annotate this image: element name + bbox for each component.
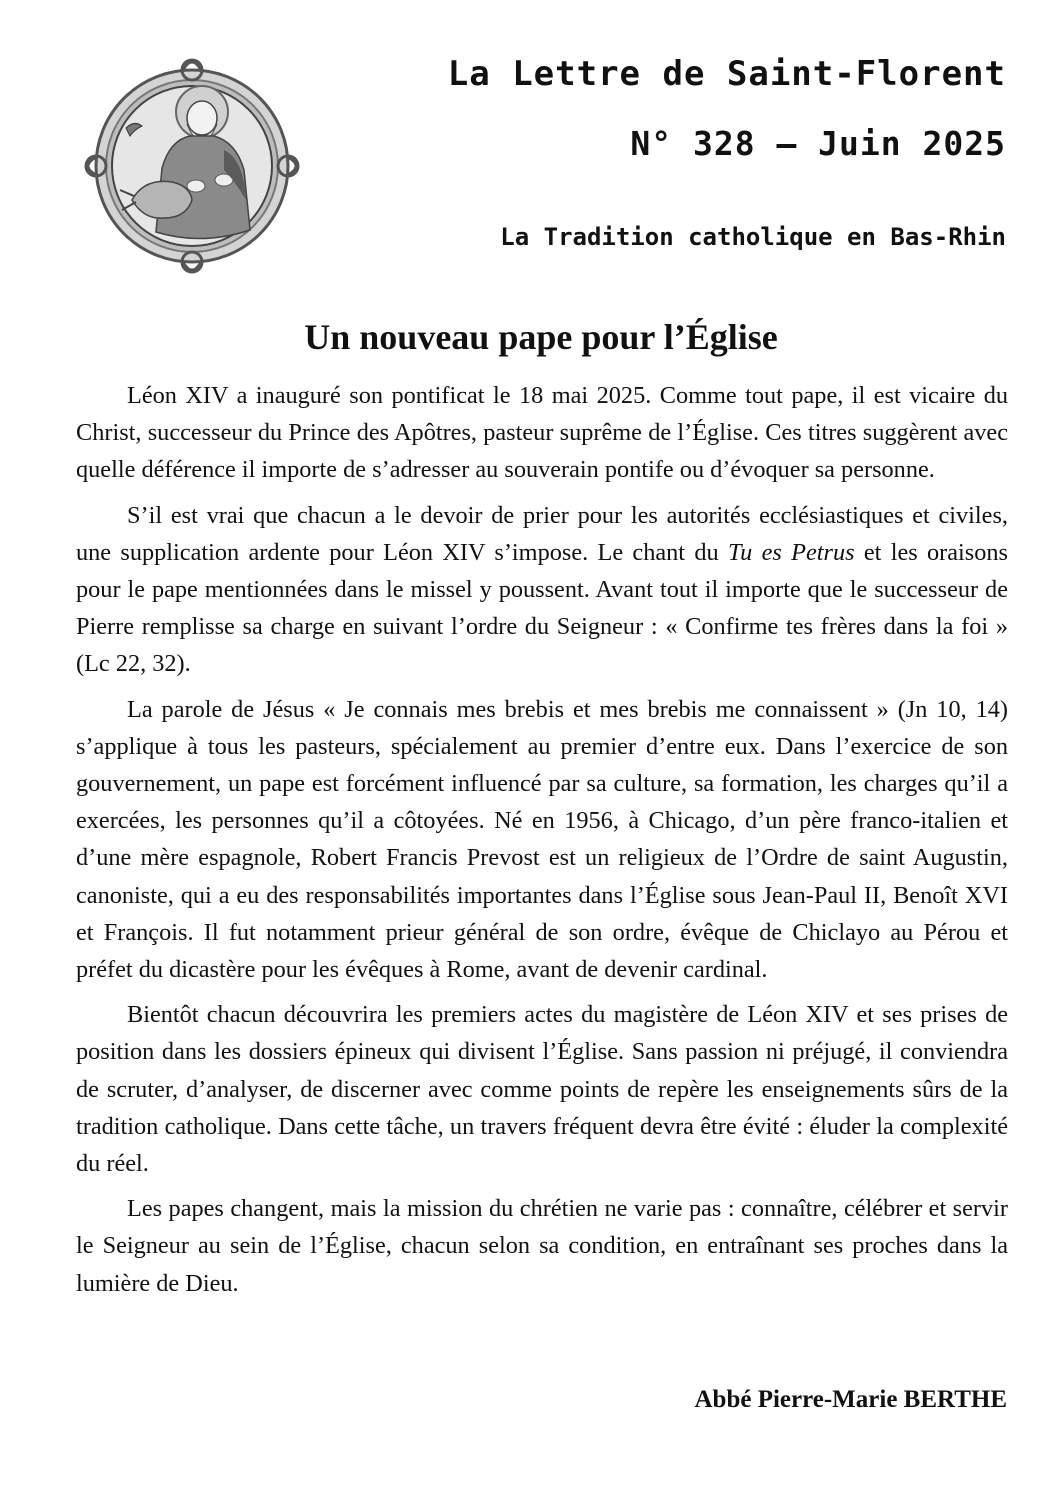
author-signature: Abbé Pierre-Marie BERTHE xyxy=(694,1386,1007,1413)
paragraph xyxy=(76,497,1008,683)
paragraph: La parole de Jésus « Je connais mes brebis et mes brebis me connaissent » (Jn 10, 14) s’applique à tous les pasteurs, spécialement au premier d’entre eux. Dans l’exercice de son gouvernement, un pape est forcément influencé par sa culture, sa formation, les charges qu’il a exercées, les personnes qu’il a côtoyées. Né en 1956, à Chicago, d’un père franco-italien et d’une mère espagnole, Robert Francis Prevost est un religieux de l’Ordre de saint Augustin, canoniste, qui a eu des responsabilités importantes dans l’Église sous Jean-Paul II, Benoît XVI et François. Il fut notamment prieur général de son ordre, évêque de Chiclayo au Pérou et préfet du dicastère pour les évêques à Rome, avant de devenir cardinal. xyxy=(76,695,1008,984)
paragraph: Les papes changent, mais la mission du chrétien ne varie pas : connaître, célébrer et servir le Seigneur au sein de l’Église, chacun selon sa condition, en entraînant ses proches dans la lumière de Dieu. xyxy=(76,1195,1008,1297)
paragraph: Léon XIV a inauguré son pontificat le 18 mai 2025. Comme tout pape, il est vicaire du Christ, successeur du Prince des Apôtres, pasteur suprême de l’Église. Ces titres suggèrent avec quelle déférence il importe de s’adresser au souverain pontife ou d’évoquer sa personne. xyxy=(76,382,1008,484)
newsletter-subtitle: La Tradition catholique en Bas-Rhin xyxy=(500,223,1006,251)
article-title: Un nouveau pape pour l’Église xyxy=(304,317,778,357)
newsletter-title: La Lettre de Saint-Florent xyxy=(447,54,1006,94)
paragraph-text: et les oraisons pour le pape mentionnées dans le missel y poussent. Avant tout il importe que le successeur de Pierre remplisse sa charge en suivant l’ordre du Seigneur : « Confirme tes frères dans la foi » (Lc 22, 32). xyxy=(76,538,1008,678)
article-body xyxy=(76,377,1008,1310)
issue-number: N° 328 – Juin 2025 xyxy=(630,124,1006,163)
paragraph-text: S’il est vrai que chacun a le devoir de prier pour les autorités ecclésiastiques et civiles, une supplication ardente pour Léon XIV s’impose. Le chant du xyxy=(76,501,1008,566)
paragraph: Bientôt chacun découvrira les premiers actes du magistère de Léon XIV et ses prises de position dans les dossiers épineux qui divisent l’Église. Sans passion ni préjugé, il conviendra de scruter, d’analyser, de discerner avec comme points de repère les enseignements sûrs de la tradition catholique. Dans cette tâche, un travers fréquent devra être évité : éluder la complexité du réel. xyxy=(76,1001,1008,1178)
saint-florent-medallion-icon xyxy=(74,50,310,282)
emphasis-text: Tu es Petrus xyxy=(727,538,855,566)
